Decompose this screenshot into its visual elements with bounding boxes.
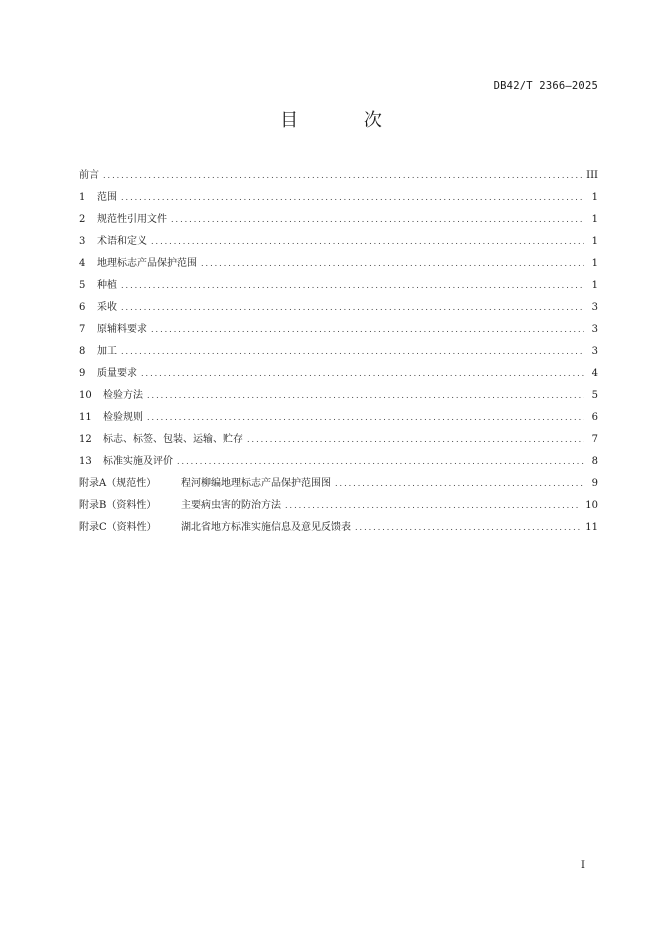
toc-entry-page: 8: [591, 456, 598, 467]
toc-entry-page: 10: [585, 500, 598, 511]
toc-entry-title: 程河柳编地理标志产品保护范围图: [181, 478, 331, 489]
toc-entry-title: 湖北省地方标准实施信息及意见反馈表: [181, 522, 351, 533]
toc-entry-number: 13: [79, 456, 92, 467]
toc-entry-12[interactable]: [79, 429, 598, 451]
toc-entry-page: 7: [591, 434, 598, 445]
toc-entry-page: III: [586, 170, 598, 181]
toc-entry-13[interactable]: [79, 451, 598, 473]
toc-entry-6[interactable]: [79, 297, 598, 319]
toc-entry-number: 5: [79, 280, 86, 291]
toc-entry-number: 2: [79, 214, 86, 225]
toc-entry-7[interactable]: [79, 319, 598, 341]
toc-entry-11[interactable]: [79, 407, 598, 429]
toc-entry-page: 9: [591, 478, 598, 489]
toc-entry-title: 标志、标签、包装、运输、贮存: [103, 434, 243, 445]
toc-entry-title: 范围: [97, 192, 117, 203]
toc-entry-appendix-a[interactable]: [79, 473, 598, 495]
page-number: I: [581, 860, 585, 871]
toc-leader-dots: [355, 517, 581, 539]
toc-entry-page: 6: [591, 412, 598, 423]
toc-entry-9[interactable]: [79, 363, 598, 385]
toc-entry-number: 10: [79, 390, 92, 401]
toc-entry-number: 7: [79, 324, 86, 335]
toc-entry-appendix-c[interactable]: [79, 517, 598, 539]
toc-entry-page: 3: [591, 346, 598, 357]
toc-entry-2[interactable]: [79, 209, 598, 231]
toc-leader-dots: [147, 385, 584, 407]
toc-entry-title: 主要病虫害的防治方法: [181, 500, 281, 511]
toc-leader-dots: [247, 429, 584, 451]
toc-entry-title: 加工: [97, 346, 117, 357]
toc-entry-page: 1: [591, 280, 598, 291]
toc-leader-dots: [121, 341, 584, 363]
toc-entry-4[interactable]: [79, 253, 598, 275]
toc-entry-number: 8: [79, 346, 86, 357]
toc-entry-title: 检验规则: [103, 412, 143, 423]
toc-entry-page: 1: [591, 192, 598, 203]
toc-entry-title: 地理标志产品保护范围: [97, 258, 197, 269]
toc-entry-number: 1: [79, 192, 86, 203]
toc-entry-8[interactable]: [79, 341, 598, 363]
toc-entry-page: 3: [591, 324, 598, 335]
toc-entry-number: 11: [79, 412, 92, 423]
toc-leader-dots: [201, 253, 584, 275]
toc-entry-3[interactable]: [79, 231, 598, 253]
toc-leader-dots: [121, 275, 584, 297]
toc-entry-title: 种植: [97, 280, 117, 291]
toc-entry-title: 标准实施及评价: [103, 456, 173, 467]
toc-appendix-label: 附录A（规范性）: [79, 478, 157, 489]
toc-entry-page: 1: [591, 258, 598, 269]
toc-entry-10[interactable]: [79, 385, 598, 407]
toc-entry-page: 3: [591, 302, 598, 313]
toc-entry-title: 规范性引用文件: [97, 214, 167, 225]
toc-entry-title: 质量要求: [97, 368, 137, 379]
toc-leader-dots: [171, 209, 584, 231]
toc-entry-page: 11: [585, 522, 598, 533]
toc-leader-dots: [285, 495, 581, 517]
toc-entry-number: 9: [79, 368, 86, 379]
toc-leader-dots: [177, 451, 584, 473]
toc-entry-number: 3: [79, 236, 86, 247]
toc-leader-dots: [335, 473, 584, 495]
toc-entry-5[interactable]: [79, 275, 598, 297]
toc-entry-title: 检验方法: [103, 390, 143, 401]
toc-entry-title: 术语和定义: [97, 236, 147, 247]
toc-entry-title: 前言: [79, 170, 99, 181]
document-code: DB42/T 2366—2025: [493, 80, 598, 92]
toc-entry-foreword[interactable]: [79, 165, 598, 187]
toc-entry-number: 6: [79, 302, 86, 313]
toc-leader-dots: [103, 165, 582, 187]
toc-entry-page: 5: [591, 390, 598, 401]
toc-leader-dots: [121, 297, 584, 319]
toc-appendix-label: 附录C（资料性）: [79, 522, 157, 533]
toc-appendix-label: 附录B（资料性）: [79, 500, 157, 511]
page-title: 目 次: [280, 110, 412, 131]
toc-leader-dots: [147, 407, 584, 429]
toc-entry-title: 采收: [97, 302, 117, 313]
toc-entry-appendix-b[interactable]: [79, 495, 598, 517]
toc-leader-dots: [151, 231, 584, 253]
toc-entry-page: 1: [591, 214, 598, 225]
toc-leader-dots: [121, 187, 584, 209]
toc-entry-page: 1: [591, 236, 598, 247]
table-of-contents: [79, 165, 598, 539]
toc-entry-number: 4: [79, 258, 86, 269]
toc-leader-dots: [141, 363, 584, 385]
toc-leader-dots: [151, 319, 584, 341]
toc-entry-number: 12: [79, 434, 92, 445]
toc-entry-title: 原辅料要求: [97, 324, 147, 335]
toc-entry-1[interactable]: [79, 187, 598, 209]
toc-entry-page: 4: [591, 368, 598, 379]
